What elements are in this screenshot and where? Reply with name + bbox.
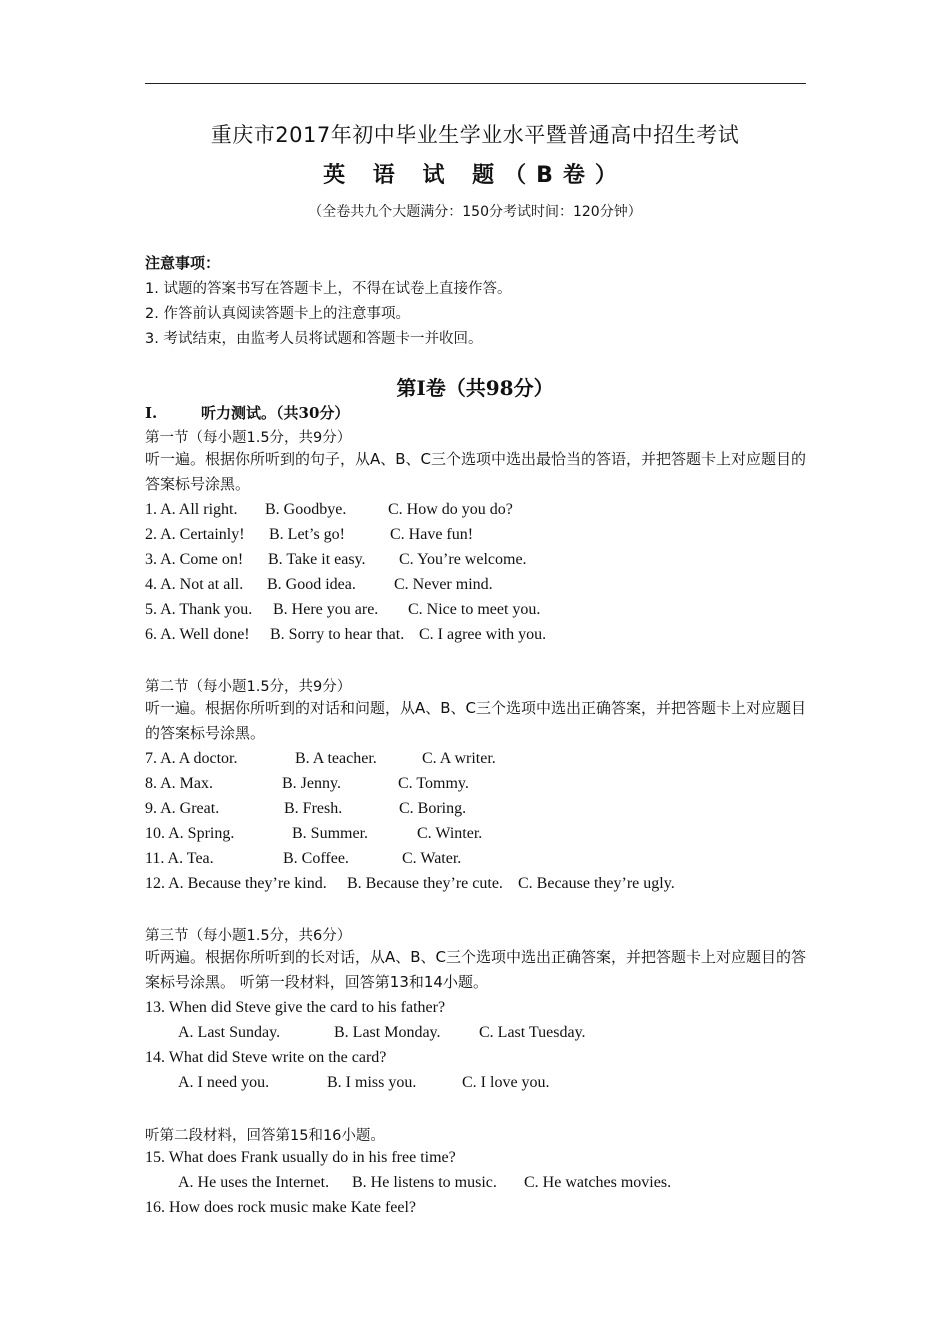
part-title: 第I卷（共98分） bbox=[396, 376, 554, 400]
question-option-a: 9. A. Great. bbox=[145, 800, 220, 817]
note-item: 1. 试题的答案书写在答题卡上，不得在试卷上直接作答。 bbox=[145, 281, 512, 297]
question-stem: 16. How does rock music make Kate feel? bbox=[145, 1199, 417, 1216]
question-option-c: C. Boring. bbox=[399, 800, 467, 817]
question-option-c: C. Never mind. bbox=[394, 576, 493, 593]
sub2-instruction: 听一遍。根据你所听到的对话和问题，从A、B、C三个选项中选出正确答案，并把答题卡上对应题目的答案标号涂黑。 bbox=[145, 699, 807, 742]
note-item: 2. 作答前认真阅读答题卡上的注意事项。 bbox=[145, 306, 410, 322]
question-option-b: B. Take it easy. bbox=[268, 551, 366, 568]
exam-title: 重庆市2017年初中毕业生学业水平暨普通高中招生考试 bbox=[210, 123, 740, 147]
question-option-a: A. He uses the Internet. bbox=[178, 1174, 330, 1191]
question-option-c: C. Tommy. bbox=[398, 775, 469, 792]
question-option-c: C. Because they’re ugly. bbox=[518, 875, 675, 892]
question-option-c: C. Nice to meet you. bbox=[408, 601, 541, 618]
question-option-c: C. He watches movies. bbox=[524, 1174, 672, 1191]
question-option-c: C. Winter. bbox=[417, 825, 483, 842]
question-option-a: 7. A. A doctor. bbox=[145, 750, 238, 767]
section-title bbox=[145, 402, 349, 423]
question-stem: 14. What did Steve write on the card? bbox=[145, 1049, 387, 1066]
header-rule bbox=[145, 83, 806, 84]
sub1-heading: 第一节（每小题1.5分，共9分） bbox=[145, 430, 352, 446]
question-option-a: 11. A. Tea. bbox=[145, 850, 214, 867]
question-option-b: B. Last Monday. bbox=[334, 1024, 441, 1041]
question-option-c: C. I love you. bbox=[462, 1074, 550, 1091]
question-stem: 15. What does Frank usually do in his free time? bbox=[145, 1149, 456, 1166]
question-stem: 13. When did Steve give the card to his father? bbox=[145, 999, 446, 1016]
sub1-instruction: 听一遍。根据你所听到的句子，从A、B、C三个选项中选出最恰当的答语，并把答题卡上对应题目的答案标号涂黑。 bbox=[145, 450, 807, 493]
question-option-c: C. Have fun! bbox=[390, 526, 474, 543]
question-option-b: B. Fresh. bbox=[284, 800, 343, 817]
question-option-b: B. Summer. bbox=[292, 825, 369, 842]
question-option-a: 4. A. Not at all. bbox=[145, 576, 244, 593]
question-option-b: B. Because they’re cute. bbox=[347, 875, 503, 892]
section-title-text: 听力测试。（共30分） bbox=[201, 404, 350, 422]
question-option-a: 2. A. Certainly! bbox=[145, 526, 245, 543]
question-option-c: C. A writer. bbox=[422, 750, 496, 767]
sub2-heading: 第二节（每小题1.5分，共9分） bbox=[145, 679, 352, 695]
exam-meta: （全卷共九个大题满分：150分考试时间：120分钟） bbox=[308, 204, 642, 220]
question-option-a: A. I need you. bbox=[178, 1074, 270, 1091]
question-option-a: 3. A. Come on! bbox=[145, 551, 244, 568]
question-option-c: C. I agree with you. bbox=[419, 626, 547, 643]
material-heading: 听第二段材料，回答第15和16小题。 bbox=[145, 1128, 385, 1144]
question-option-a: 10. A. Spring. bbox=[145, 825, 235, 842]
section-number: I. bbox=[145, 404, 158, 422]
question-option-a: 12. A. Because they’re kind. bbox=[145, 875, 327, 892]
question-option-a: 1. A. All right. bbox=[145, 501, 238, 518]
question-option-b: B. A teacher. bbox=[295, 750, 377, 767]
question-option-b: B. Goodbye. bbox=[265, 501, 347, 518]
question-option-a: 5. A. Thank you. bbox=[145, 601, 253, 618]
question-option-b: B. Sorry to hear that. bbox=[270, 626, 405, 643]
note-item: 3. 考试结束，由监考人员将试题和答题卡一并收回。 bbox=[145, 331, 483, 347]
question-option-b: B. Jenny. bbox=[282, 775, 341, 792]
question-option-b: B. I miss you. bbox=[327, 1074, 417, 1091]
exam-subtitle: 英 语 试 题（B卷） bbox=[323, 163, 627, 188]
notes-heading: 注意事项： bbox=[145, 254, 221, 272]
question-option-c: C. Last Tuesday. bbox=[479, 1024, 586, 1041]
question-option-b: B. Here you are. bbox=[273, 601, 379, 618]
sub3-instruction: 听两遍。根据你所听到的长对话，从A、B、C三个选项中选出正确答案，并把答题卡上对应题目的答案标号涂黑。 听第一段材料，回答第13和14小题。 bbox=[145, 948, 807, 991]
question-option-a: A. Last Sunday. bbox=[178, 1024, 281, 1041]
question-option-a: 6. A. Well done! bbox=[145, 626, 250, 643]
question-option-c: C. Water. bbox=[402, 850, 462, 867]
sub3-heading: 第三节（每小题1.5分，共6分） bbox=[145, 928, 352, 944]
question-option-c: C. You’re welcome. bbox=[399, 551, 527, 568]
question-option-a: 8. A. Max. bbox=[145, 775, 213, 792]
question-option-b: B. Let’s go! bbox=[269, 526, 345, 543]
question-option-b: B. Coffee. bbox=[283, 850, 349, 867]
question-option-c: C. How do you do? bbox=[388, 501, 513, 518]
question-option-b: B. Good idea. bbox=[267, 576, 356, 593]
question-option-b: B. He listens to music. bbox=[352, 1174, 497, 1191]
